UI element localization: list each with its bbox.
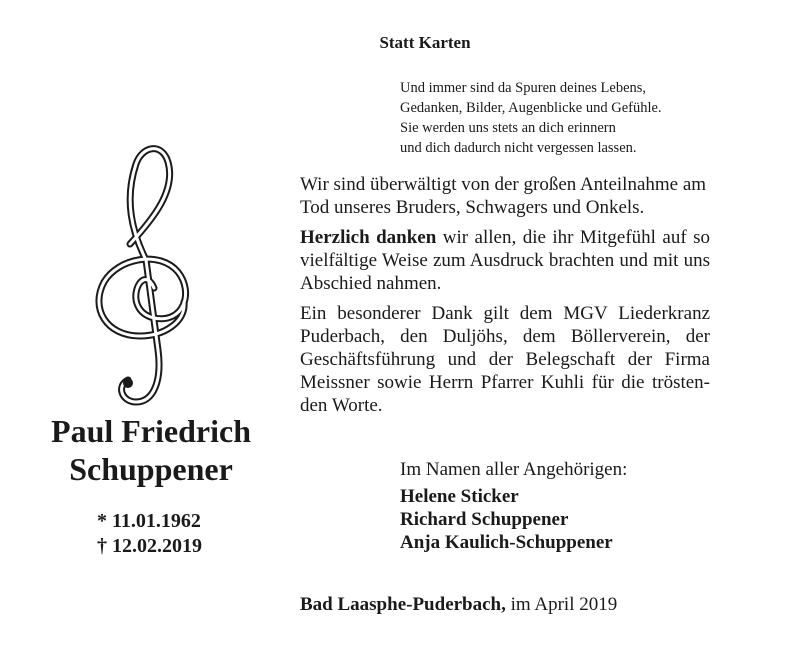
deceased-name (0, 412, 302, 488)
closing-signature (400, 458, 627, 554)
poem-line: Gedanken, Bilder, Augenblicke und Gefühle. (400, 100, 662, 116)
mourner-name: Helene Sticker (400, 486, 519, 507)
paragraph-special-thanks: Ein besonderer Dank gilt dem MGV Liederkranz Puderbach, den Duljöhs, dem Böllerverein, der Geschäftsführung und der Belegschaft der Firma Meissner sowie Herrn Pfarrer Kuhli für die tröstenden Worte. (300, 303, 710, 416)
closing-intro: Im Namen aller Angehörigen: (400, 459, 628, 480)
deceased-last-name: Schuppener (69, 451, 233, 487)
poem (400, 78, 662, 158)
death-date: † 12.02.2019 (97, 535, 202, 557)
mourner-name: Richard Schuppener (400, 509, 569, 530)
poem-line: Sie werden uns stets an dich erinnern (400, 120, 616, 136)
paragraph-thanks (300, 226, 710, 295)
thanks-rest: wir allen, die ihr Mitgefühl auf so vielfältige Weise zum Ausdruck brachten und mit uns Abschied nahmen. (300, 227, 711, 294)
treble-clef-icon (82, 140, 200, 420)
heading-statt-karten: Statt Karten (379, 33, 471, 52)
place-date (300, 593, 617, 616)
paragraph-gratitude: Wir sind überwältigt von der großen Anteilnahme am Tod unseres Bruders, Schwagers und Onkels. (300, 174, 707, 218)
birth-date: * 11.01.1962 (97, 510, 201, 532)
poem-line: Und immer sind da Spuren deines Lebens, (400, 80, 647, 96)
thanks-emphasis: Herzlich danken (300, 227, 437, 248)
life-dates (97, 509, 202, 559)
mourner-name: Anja Kaulich-Schuppener (400, 532, 613, 553)
mourner-names (400, 485, 627, 554)
place-location: Bad Laasphe-Puderbach, (300, 594, 506, 615)
deceased-first-name: Paul Friedrich (51, 413, 251, 449)
poem-line: und dich dadurch nicht vergessen lassen. (400, 140, 637, 156)
thanks-text (300, 173, 710, 424)
place-month: im April 2019 (505, 594, 618, 615)
